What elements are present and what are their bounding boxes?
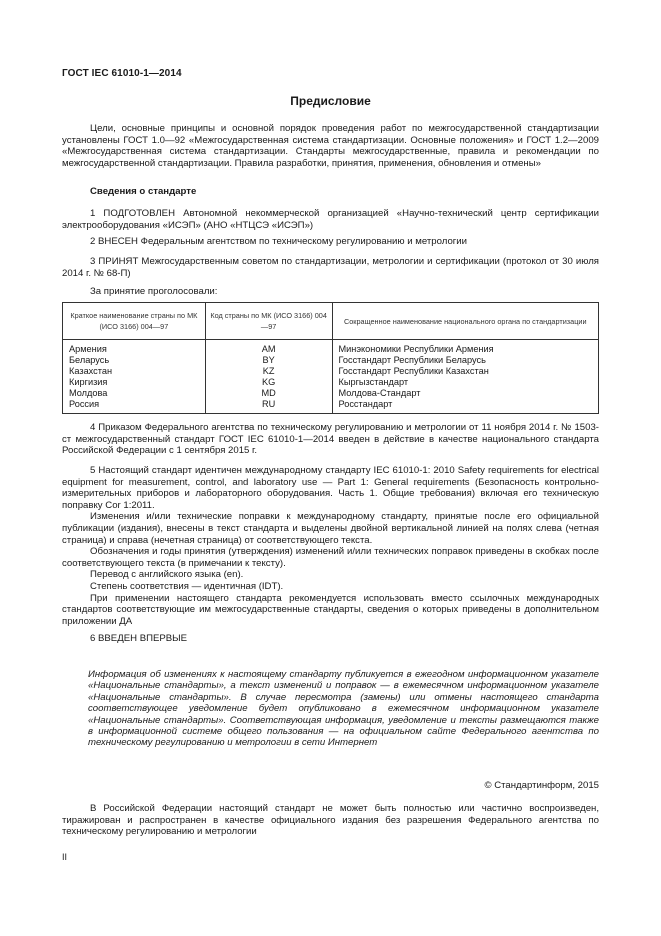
vote-label: За принятие проголосовали:	[90, 286, 218, 297]
item-6	[62, 633, 599, 645]
table-row	[63, 366, 599, 377]
code-cell: KG	[205, 377, 332, 388]
copyright-notice: © Стандартинформ, 2015	[484, 780, 599, 791]
country-cell: Киргизия	[63, 377, 206, 388]
code-cell: BY	[205, 355, 332, 366]
body-cell: Кыргызстандарт	[332, 377, 599, 388]
item-4-text: 4 Приказом Федерального агентства по техническому регулированию и метрологии от 11 ноября 2014 г. № 1503-ст межгосударственный стандарт ГОСТ IEC 61010-1—2014 введен в действие в качестве национального стандарта Российской Федерации с 1 сентября 2015 г.	[62, 422, 599, 457]
item-5-paragraph-3: Обозначения и годы принятия (утверждения) изменений и/или технических поправок приведены в скобках после соответствующего текста (в примечании к тексту).	[62, 546, 599, 569]
intro-section	[62, 123, 599, 169]
table-row	[63, 340, 599, 356]
body-cell: Молдова-Стандарт	[332, 388, 599, 399]
vote-label-block	[62, 286, 599, 298]
body-cell: Госстандарт Республики Беларусь	[332, 355, 599, 366]
item-5-paragraph-4: Перевод с английского языка (en).	[90, 569, 244, 581]
reproduction-notice-text: В Российской Федерации настоящий стандарт не может быть полностью или частично воспроизведен, тиражирован и распространен в качестве официального издания без разрешения Федерального агентства по техническому регулированию и метрологии	[62, 803, 599, 838]
code-cell: AM	[205, 340, 332, 356]
column-header-body: Сокращенное наименование национального органа по стандартизации	[332, 303, 599, 340]
code-cell: KZ	[205, 366, 332, 377]
page-number: II	[62, 852, 68, 862]
item-5-paragraph-2: Изменения и/или технические поправки к международному стандарту, принятые после его официальной публикации (издания), внесены в текст стандарта и выделены двойной вертикальной линией на полях слева (четная страница) и справа (нечетная страница) от соответствующего текста.	[62, 511, 599, 546]
page-title: Предисловие	[290, 94, 371, 108]
column-header-code: Код страны по МК (ИСО 3166) 004—97	[205, 303, 332, 340]
table-row	[63, 388, 599, 399]
body-cell: Госстандарт Республики Казахстан	[332, 366, 599, 377]
voting-table	[62, 302, 599, 414]
item-1	[62, 208, 599, 231]
item-3	[62, 256, 599, 279]
table-row	[63, 399, 599, 414]
item-5-text: 5 Настоящий стандарт идентичен международному стандарту IEC 61010-1: 2010 Safety requirements for electrical equipment for measurement, control, and laboratory use — Part 1: General requirements (Безопасность контрольно-измерительных приборов и лабораторного оборудования. Часть 1. Общие требования) включая его техническую поправку Cor 1:2011.	[62, 465, 599, 511]
item-5	[62, 465, 599, 627]
intro-paragraph: Цели, основные принципы и основной порядок проведения работ по межгосударственной стандартизации установлены ГОСТ 1.0—92 «Межгосударственная система стандартизации. Основные положения» и ГОСТ 1.2—2009 «Межгосударственная система стандартизации. Стандарты межгосударственные, правила и рекомендации по межгосударственной стандартизации. Правила разработки, принятия, применения, обновления и отмены»	[62, 123, 599, 169]
code-cell: MD	[205, 388, 332, 399]
country-cell: Беларусь	[63, 355, 206, 366]
table-row	[63, 377, 599, 388]
item-4	[62, 422, 599, 457]
body-cell: Росстандарт	[332, 399, 599, 414]
country-cell: Армения	[63, 340, 206, 356]
table-header-row	[63, 303, 599, 340]
item-3-text: 3 ПРИНЯТ Межгосударственным советом по стандартизации, метрологии и сертификации (протокол от 30 июля 2014 г. № 68-П)	[62, 256, 599, 279]
information-note: Информация об изменениях к настоящему стандарту публикуется в ежегодном информационном указателе «Национальные стандарты», а текст изменений и поправок — в ежемесячном информационном указателе «Национальные стандарты». В случае пересмотра (замены) или отмены настоящего стандарта соответствующее уведомление будет опубликовано в ежемесячном информационном указателе «Национальные стандарты». Соответствующая информация, уведомление и тексты размещаются также в информационной системе общего пользования — на официальном сайте Федерального агентства по техническому регулированию и метрологии в сети Интернет	[88, 669, 599, 749]
document-code-header: ГОСТ IEC 61010-1—2014	[62, 68, 182, 79]
item-5-paragraph-5: Степень соответствия — идентичная (IDT).	[90, 580, 284, 592]
reproduction-notice	[62, 803, 599, 838]
about-standard-section	[62, 186, 599, 198]
table-row	[63, 355, 599, 366]
about-standard-heading: Сведения о стандарте	[90, 186, 197, 197]
item-6-text: 6 ВВЕДЕН ВПЕРВЫЕ	[90, 633, 188, 644]
country-cell: Молдова	[63, 388, 206, 399]
country-cell: Россия	[63, 399, 206, 414]
item-2-text: 2 ВНЕСЕН Федеральным агентством по техническому регулированию и метрологии	[90, 236, 468, 247]
column-header-country: Краткое наименование страны по МК (ИСО 3166) 004—97	[63, 303, 206, 340]
item-5-paragraph-6: При применении настоящего стандарта рекомендуется использовать вместо ссылочных международных стандартов соответствующие им межгосударственные стандарты, сведения о которых приведены в дополнительном приложении ДА	[62, 592, 599, 627]
item-1-text: 1 ПОДГОТОВЛЕН Автономной некоммерческой организацией «Научно-технический центр сертификации электрооборудования «ИСЭП» (АНО «НТЦСЭ «ИСЭП»)	[62, 208, 599, 231]
body-cell: Минэкономики Республики Армения	[332, 340, 599, 356]
code-cell: RU	[205, 399, 332, 414]
item-2	[62, 236, 599, 248]
country-cell: Казахстан	[63, 366, 206, 377]
